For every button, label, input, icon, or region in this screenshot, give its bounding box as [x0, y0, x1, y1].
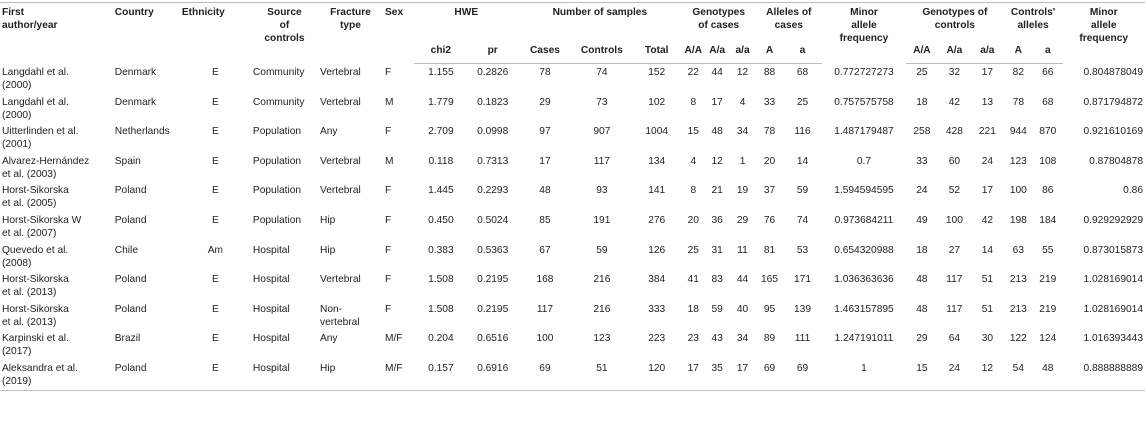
cell-fracture: Hip — [319, 214, 336, 226]
cell-allele-cases-A: 89 — [763, 333, 776, 345]
cell-genotype-controls-AA: 15 — [906, 360, 937, 390]
header-country: Country — [113, 3, 180, 64]
cell-allele-controls-a: 184 — [1039, 214, 1057, 226]
cell-controls: 59 — [596, 244, 608, 256]
cell-controls: 216 — [593, 303, 611, 315]
cell-allele-cases-A: 33 — [763, 96, 776, 108]
cell-chi2: 1.445 — [428, 185, 454, 197]
table-row — [0, 123, 1145, 153]
cell-allele-cases-A: 88 — [763, 67, 776, 78]
cell-genotype-cases-AA: 8 — [690, 185, 697, 197]
cell-genotype-cases-Aa: 12 — [711, 155, 723, 167]
cell-fracture: Vertebral — [319, 96, 361, 108]
cell-fracture: Non- vertebral — [319, 303, 360, 328]
cell-allele-cases-a: 14 — [796, 155, 809, 167]
cell-genotype-cases-Aa: 59 — [711, 303, 723, 315]
cell-ethnicity: E — [211, 96, 219, 108]
cell-genotype-controls-aa: 24 — [981, 155, 994, 167]
cell-genotype-controls-aa: 42 — [981, 214, 994, 226]
cell-pr: 0.5024 — [477, 214, 509, 226]
cell-genotype-cases-aa: 29 — [736, 214, 749, 226]
cell-fracture: Hip — [319, 244, 336, 256]
cell-allele-controls-a: 108 — [1039, 155, 1057, 167]
cell-allele-controls-a: 870 — [1039, 126, 1057, 138]
cell-controls: 907 — [593, 126, 611, 138]
cell-ethnicity: E — [211, 274, 219, 286]
subheader-total: Total — [632, 42, 682, 64]
subheader-gk-AA: A/A — [906, 42, 937, 64]
cell-allele-cases-A: 76 — [763, 214, 776, 226]
cell-genotype-cases-aa: 44 — [736, 274, 749, 286]
header-genotypes-cases: Genotypes of cases — [682, 3, 756, 43]
cell-total: 134 — [648, 155, 666, 167]
cell-genotype-cases-Aa: 17 — [711, 96, 723, 108]
cell-total: 102 — [648, 96, 666, 108]
cell-genotype-controls-Aa: 117 — [946, 274, 963, 286]
cell-country: Poland — [114, 303, 147, 315]
cell-genotype-cases-aa: 12 — [736, 67, 749, 78]
cell-genotype-cases-aa: 17 — [729, 360, 755, 390]
cell-controls: 117 — [593, 155, 610, 167]
cell-author: Quevedo et al. (2008) — [2, 244, 69, 269]
cell-genotype-controls-Aa: 27 — [948, 244, 961, 256]
cell-genotype-cases-AA: 23 — [687, 333, 699, 345]
cell-genotype-controls-Aa: 64 — [948, 333, 961, 345]
cell-allele-cases-a: 116 — [794, 126, 811, 138]
cell-fracture: Hip — [318, 360, 383, 390]
cell-genotype-controls-AA: 18 — [916, 96, 928, 108]
cell-allele-controls-a: 124 — [1039, 333, 1057, 345]
cell-source: Population — [252, 214, 302, 226]
cell-sex: F — [384, 303, 392, 315]
cell-author: Horst-Sikorska et al. (2013) — [2, 274, 69, 299]
header-maf-controls: Minor allele frequency — [1063, 3, 1145, 64]
cell-allele-controls-a: 219 — [1039, 274, 1057, 286]
cell-allele-cases-A: 165 — [760, 274, 778, 286]
cell-genotype-cases-AA: 22 — [687, 67, 699, 78]
cell-genotype-cases-Aa: 31 — [711, 244, 723, 256]
cell-maf-controls: 0.87804878 — [1089, 155, 1143, 167]
cell-allele-controls-a: 68 — [1042, 96, 1054, 108]
cell-pr: 0.2293 — [477, 185, 509, 197]
cell-genotype-cases-Aa: 35 — [705, 360, 729, 390]
cell-maf-cases: 1.594594595 — [834, 185, 894, 197]
header-ethnicity: Ethnicity — [180, 3, 251, 64]
cell-pr: 0.1823 — [477, 96, 509, 108]
cell-author: Uitterlinden et al. (2001) — [2, 126, 79, 151]
data-table — [0, 2, 1145, 391]
cell-source: Community — [252, 66, 305, 78]
cell-allele-controls-a: 219 — [1039, 303, 1057, 315]
cell-total: 120 — [632, 360, 682, 390]
cell-maf-controls: 1.016393443 — [1083, 333, 1143, 345]
cell-genotype-controls-AA: 24 — [916, 185, 928, 197]
cell-chi2: 0.118 — [428, 155, 454, 167]
table-row — [0, 212, 1145, 242]
cell-country: Poland — [114, 214, 147, 226]
cell-genotype-controls-aa: 13 — [981, 96, 994, 108]
cell-genotype-controls-aa: 51 — [981, 274, 994, 286]
cell-genotype-controls-Aa: 117 — [946, 303, 963, 315]
cell-allele-cases-a: 139 — [794, 303, 811, 315]
cell-cases: 117 — [536, 303, 554, 315]
cell-source: Population — [252, 185, 302, 197]
cell-maf-controls: 0.86 — [1123, 185, 1143, 197]
cell-author: Langdahl et al. (2000) — [2, 96, 69, 121]
cell-sex: M — [384, 155, 394, 167]
cell-genotype-cases-aa: 40 — [736, 303, 749, 315]
subheader-chi2: chi2 — [414, 42, 467, 64]
cell-total: 1004 — [645, 126, 669, 138]
header-fracture: Fracture type — [318, 3, 383, 64]
cell-chi2: 1.508 — [428, 303, 454, 315]
cell-allele-controls-a: 55 — [1042, 244, 1054, 256]
cell-controls: 93 — [596, 185, 608, 197]
cell-cases: 48 — [539, 185, 551, 197]
cell-pr: 0.5363 — [477, 244, 509, 256]
cell-country: Chile — [114, 244, 138, 256]
cell-source: Population — [252, 155, 302, 167]
cell-maf-cases: 0.757575758 — [834, 96, 894, 108]
cell-total: 276 — [648, 214, 666, 226]
cell-cases: 168 — [536, 274, 554, 286]
cell-genotype-controls-Aa: 100 — [945, 214, 963, 226]
cell-total: 384 — [648, 274, 666, 286]
cell-total: 152 — [648, 67, 666, 78]
cell-ethnicity: E — [211, 303, 219, 315]
cell-cases: 67 — [539, 244, 551, 256]
subheader-controls: Controls — [572, 42, 632, 64]
cell-maf-cases: 0.772727273 — [834, 66, 894, 78]
cell-sex: F — [384, 66, 392, 78]
cell-maf-controls: 1.028169014 — [1083, 303, 1143, 315]
cell-chi2: 0.204 — [428, 333, 454, 345]
cell-sex: M/F — [383, 360, 414, 390]
cell-country: Netherlands — [114, 126, 170, 138]
cell-maf-controls: 1.028169014 — [1083, 274, 1143, 286]
cell-cases: 85 — [539, 214, 551, 226]
cell-maf-cases: 1.487179487 — [834, 126, 894, 138]
header-samples: Number of samples — [518, 3, 682, 43]
cell-total: 126 — [648, 244, 666, 256]
cell-sex: F — [384, 214, 392, 226]
cell-allele-cases-a: 171 — [794, 274, 811, 286]
subheader-ak-A: A — [1004, 42, 1033, 64]
cell-allele-cases-a: 69 — [783, 360, 822, 390]
cell-genotype-controls-aa: 51 — [981, 303, 994, 315]
cell-pr: 0.6516 — [477, 333, 509, 345]
cell-pr: 0.2195 — [477, 303, 509, 315]
cell-source: Population — [252, 126, 302, 138]
cell-ethnicity: E — [211, 155, 219, 167]
cell-author: Aleksandra et al. (2019) — [0, 360, 113, 390]
cell-cases: 100 — [536, 333, 554, 345]
header-hwe: HWE — [414, 3, 518, 43]
cell-allele-cases-a: 68 — [796, 67, 809, 78]
cell-ethnicity: E — [180, 360, 251, 390]
table-row — [0, 330, 1145, 360]
cell-allele-cases-a: 59 — [796, 185, 809, 197]
cell-pr: 0.2195 — [477, 274, 509, 286]
cell-controls: 123 — [593, 333, 611, 345]
cell-source: Community — [252, 96, 305, 108]
cell-country: Poland — [114, 274, 147, 286]
cell-genotype-cases-Aa: 44 — [711, 67, 723, 78]
cell-genotype-cases-AA: 15 — [687, 126, 699, 138]
cell-cases: 29 — [539, 96, 551, 108]
cell-genotype-controls-AA: 48 — [916, 274, 928, 286]
cell-maf-cases: 0.7 — [856, 155, 872, 167]
cell-genotype-controls-AA: 29 — [916, 333, 928, 345]
cell-allele-controls-A: 198 — [1009, 214, 1027, 226]
subheader-gc-AA: A/A — [682, 42, 705, 64]
cell-pr: 0.2826 — [477, 67, 509, 78]
cell-sex: F — [384, 274, 392, 286]
header-row — [0, 3, 1145, 43]
cell-genotype-cases-AA: 20 — [687, 214, 699, 226]
cell-author: Horst-Sikorska W et al. (2007) — [2, 214, 82, 239]
cell-ethnicity: E — [211, 333, 219, 345]
cell-genotype-controls-AA: 18 — [916, 244, 928, 256]
header-maf-cases: Minor allele frequency — [822, 3, 906, 64]
header-controls-alleles: Controls' alleles — [1004, 3, 1063, 43]
cell-genotype-controls-aa: 17 — [981, 67, 994, 78]
cell-chi2: 1.508 — [428, 274, 454, 286]
cell-allele-controls-A: 213 — [1009, 303, 1027, 315]
cell-genotype-cases-Aa: 83 — [711, 274, 723, 286]
cell-maf-controls: 0.888888889 — [1063, 360, 1145, 390]
cell-author: Karpinski et al. (2017) — [2, 333, 69, 358]
cell-controls: 216 — [593, 274, 611, 286]
cell-chi2: 2.709 — [428, 126, 454, 138]
cell-genotype-cases-aa: 34 — [736, 333, 749, 345]
subheader-ac-a: a — [783, 42, 822, 64]
subheader-cases: Cases — [518, 42, 572, 64]
cell-total: 223 — [648, 333, 666, 345]
cell-maf-cases: 1.247191011 — [834, 333, 894, 345]
cell-pr: 0.7313 — [477, 155, 509, 167]
cell-maf-cases: 1.463157895 — [834, 303, 894, 315]
cell-pr: 0.6916 — [467, 360, 518, 390]
cell-maf-controls: 0.871794872 — [1083, 96, 1143, 108]
cell-chi2: 1.779 — [428, 96, 454, 108]
cell-genotype-cases-AA: 17 — [682, 360, 705, 390]
cell-ethnicity: Am — [207, 244, 223, 256]
cell-source: Hospital — [252, 303, 290, 315]
subheader-gc-Aa: A/a — [705, 42, 729, 64]
table-row — [0, 360, 1145, 390]
cell-genotype-controls-aa: 12 — [971, 360, 1004, 390]
cell-maf-controls: 0.929292929 — [1083, 214, 1143, 226]
cell-allele-cases-a: 111 — [794, 333, 811, 345]
cell-cases: 97 — [539, 126, 551, 138]
cell-source: Hospital — [252, 274, 290, 286]
cell-genotype-cases-aa: 11 — [737, 244, 748, 256]
cell-source: Hospital — [251, 360, 318, 390]
cell-total: 141 — [648, 185, 666, 197]
cell-allele-controls-A: 100 — [1009, 185, 1027, 197]
header-author: First author/year — [0, 3, 113, 64]
cell-allele-controls-A: 123 — [1009, 155, 1027, 167]
cell-allele-cases-A: 95 — [763, 303, 776, 315]
cell-controls: 73 — [596, 96, 608, 108]
cell-allele-controls-A: 78 — [1012, 96, 1025, 108]
cell-sex: F — [384, 244, 392, 256]
cell-ethnicity: E — [211, 66, 219, 78]
cell-sex: F — [384, 185, 392, 197]
cell-allele-controls-A: 944 — [1009, 126, 1027, 138]
cell-allele-cases-A: 78 — [763, 126, 776, 138]
cell-genotype-cases-aa: 4 — [739, 96, 746, 108]
cell-allele-cases-A: 20 — [763, 155, 776, 167]
cell-allele-controls-A: 54 — [1004, 360, 1033, 390]
subheader-pr: pr — [467, 42, 518, 64]
cell-allele-controls-A: 122 — [1009, 333, 1027, 345]
cell-fracture: Vertebral — [319, 185, 361, 197]
cell-cases: 69 — [518, 360, 572, 390]
cell-controls: 74 — [596, 67, 608, 78]
cell-sex: M/F — [384, 333, 403, 345]
cell-source: Hospital — [252, 244, 290, 256]
cell-genotype-controls-Aa: 428 — [945, 126, 963, 138]
cell-genotype-cases-Aa: 43 — [711, 333, 723, 345]
cell-genotype-cases-aa: 34 — [736, 126, 749, 138]
table-row — [0, 94, 1145, 124]
header-source: Source of controls — [251, 3, 318, 64]
cell-country: Brazil — [114, 333, 141, 345]
cell-genotype-controls-Aa: 52 — [948, 185, 961, 197]
cell-ethnicity: E — [211, 185, 219, 197]
cell-allele-controls-A: 82 — [1012, 67, 1025, 78]
cell-allele-cases-A: 37 — [763, 185, 776, 197]
cell-author: Alvarez-Hernández et al. (2003) — [2, 155, 90, 180]
cell-genotype-cases-AA: 18 — [687, 303, 699, 315]
cell-genotype-cases-AA: 25 — [687, 244, 699, 256]
table-row — [0, 182, 1145, 212]
cell-country: Spain — [114, 155, 141, 167]
cell-allele-cases-a: 25 — [796, 96, 809, 108]
cell-maf-controls: 0.873015873 — [1083, 244, 1143, 256]
subheader-ac-A: A — [756, 42, 783, 64]
cell-fracture: Vertebral — [319, 66, 361, 78]
cell-sex: F — [384, 126, 392, 138]
cell-genotype-controls-aa: 221 — [978, 126, 996, 138]
cell-allele-cases-a: 74 — [796, 214, 809, 226]
cell-maf-cases: 0.654320988 — [834, 244, 894, 256]
cell-chi2: 1.155 — [428, 67, 454, 78]
cell-allele-cases-A: 69 — [756, 360, 783, 390]
subheader-ak-a: a — [1033, 42, 1062, 64]
cell-ethnicity: E — [211, 214, 219, 226]
cell-genotype-cases-AA: 41 — [687, 274, 699, 286]
cell-genotype-cases-aa: 19 — [736, 185, 749, 197]
cell-fracture: Vertebral — [319, 155, 361, 167]
cell-fracture: Any — [319, 126, 338, 138]
cell-genotype-controls-Aa: 42 — [948, 96, 961, 108]
cell-country: Poland — [114, 185, 147, 197]
cell-country: Poland — [113, 360, 180, 390]
cell-chi2: 0.450 — [428, 214, 454, 226]
cell-genotype-cases-AA: 4 — [690, 155, 697, 167]
cell-genotype-cases-Aa: 21 — [711, 185, 723, 197]
table-row — [0, 153, 1145, 183]
cell-genotype-controls-Aa: 60 — [948, 155, 961, 167]
subheader-gk-Aa: A/a — [938, 42, 972, 64]
cell-genotype-controls-AA: 258 — [913, 126, 931, 138]
cell-total: 333 — [648, 303, 666, 315]
cell-country: Denmark — [114, 96, 157, 108]
cell-fracture: Any — [319, 333, 338, 345]
cell-genotype-controls-AA: 33 — [916, 155, 928, 167]
cell-genotype-controls-aa: 14 — [981, 244, 994, 256]
table-row — [0, 242, 1145, 272]
cell-cases: 17 — [539, 155, 551, 167]
cell-maf-cases: 1.036363636 — [834, 274, 894, 286]
cell-author: Horst-Sikorska et al. (2005) — [2, 185, 69, 210]
cell-author: Langdahl et al. (2000) — [2, 66, 69, 91]
cell-genotype-cases-aa: 1 — [739, 155, 746, 167]
cell-genotype-cases-Aa: 36 — [711, 214, 723, 226]
cell-allele-cases-a: 53 — [796, 244, 809, 256]
cell-genotype-controls-Aa: 24 — [938, 360, 972, 390]
cell-maf-controls: 0.804878049 — [1083, 66, 1143, 78]
cell-genotype-controls-aa: 17 — [981, 185, 994, 197]
cell-allele-controls-A: 213 — [1009, 274, 1027, 286]
table-row — [0, 301, 1145, 331]
table-row — [0, 271, 1145, 301]
cell-author: Horst-Sikorska et al. (2013) — [2, 303, 69, 328]
cell-genotype-controls-AA: 48 — [916, 303, 928, 315]
cell-controls: 51 — [572, 360, 632, 390]
cell-genotype-cases-Aa: 48 — [711, 126, 723, 138]
cell-chi2: 0.157 — [414, 360, 467, 390]
cell-cases: 78 — [539, 67, 551, 78]
cell-allele-cases-A: 81 — [763, 244, 776, 256]
cell-allele-controls-a: 66 — [1042, 67, 1054, 78]
cell-maf-cases: 1 — [822, 360, 906, 390]
cell-genotype-controls-AA: 49 — [916, 214, 928, 226]
cell-fracture: Vertebral — [319, 274, 361, 286]
header-alleles-cases: Alleles of cases — [756, 3, 822, 43]
cell-pr: 0.0998 — [477, 126, 509, 138]
cell-allele-controls-a: 48 — [1033, 360, 1062, 390]
cell-source: Hospital — [252, 333, 290, 345]
table-row — [0, 64, 1145, 94]
subheader-gk-aa: a/a — [971, 42, 1004, 64]
cell-genotype-controls-AA: 25 — [916, 67, 928, 78]
cell-genotype-cases-AA: 8 — [690, 96, 697, 108]
cell-maf-controls: 0.921610169 — [1083, 126, 1143, 138]
cell-allele-controls-A: 63 — [1012, 244, 1025, 256]
cell-genotype-controls-aa: 30 — [981, 333, 994, 345]
cell-ethnicity: E — [211, 126, 219, 138]
header-genotypes-controls: Genotypes of controls — [906, 3, 1004, 43]
header-sex: Sex — [383, 3, 414, 64]
cell-controls: 191 — [593, 214, 611, 226]
cell-maf-cases: 0.973684211 — [834, 214, 894, 226]
cell-allele-controls-a: 86 — [1042, 185, 1054, 197]
cell-genotype-controls-Aa: 32 — [948, 67, 961, 78]
cell-sex: M — [384, 96, 394, 108]
cell-country: Denmark — [114, 66, 157, 78]
subheader-gc-aa: a/a — [729, 42, 755, 64]
cell-chi2: 0.383 — [428, 244, 454, 256]
